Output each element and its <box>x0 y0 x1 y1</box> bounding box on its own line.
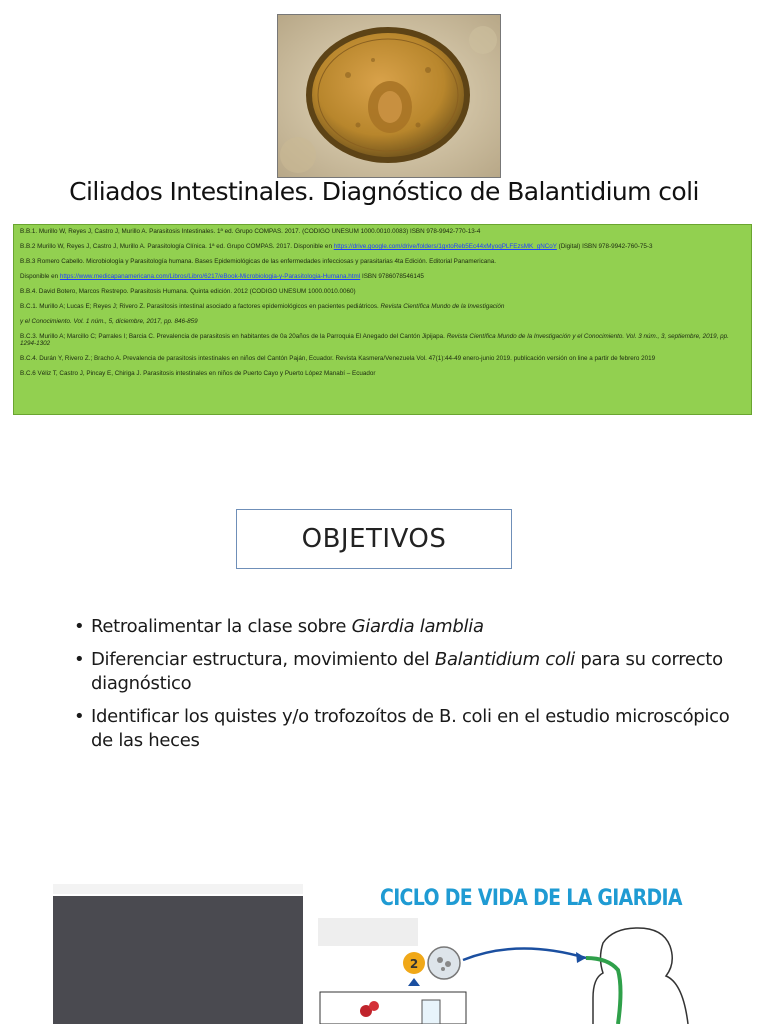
reference-item: B.B.2 Murillo W, Reyes J, Castro J, Murillo A. Parasitología Clínica. 1ª ed. Grupo COMPAS. 2017. Disponible en https://drive.google.com/drive/folders/1gxtoReb5Ec44xMyoqPLFEzsMK_gNCoY (Digital) ISBN 978-9942-760-75-3 <box>20 243 653 250</box>
bullet-icon: • <box>74 616 85 637</box>
video-frame[interactable] <box>53 896 303 1024</box>
giardia-cyst-icon <box>428 947 460 979</box>
references-box <box>13 224 752 415</box>
reference-item: B.B.1. Murillo W, Reyes J, Castro J, Murillo A. Parasitosis Intestinales. 1ª ed. Grupo COMPAS. 2017. (CODIGO UNESUM 1000.0010.0083) ISBN 978-9942-770-13-4 <box>20 228 481 235</box>
video-header-strip <box>53 884 303 894</box>
bullet-icon: • <box>74 706 85 727</box>
digestive-tract-icon <box>586 958 621 1024</box>
objective-item: • Identificar los quistes y/o trofozoítos de B. coli en el estudio microscópico de las heces <box>74 706 730 751</box>
cycle-title: CICLO DE VIDA DE LA GIARDIA <box>380 886 682 911</box>
transmission-arrow-icon <box>463 948 586 960</box>
food-water-box <box>320 992 466 1024</box>
objective-item: • Diferenciar estructura, movimiento del Balantidium coli para su correcto diagnóstico <box>74 649 723 694</box>
human-silhouette-icon <box>593 928 688 1024</box>
reference-item: B.C.4. Durán Y, Rivero Z.; Bracho A. Prevalencia de parasitosis intestinales en niños del Cantón Paján, Ecuador. Revista Kasmera/Venezuela Vol. 47(1):44-49 enero-junio 2019. publicación versión on line a partir de febrero 2019 <box>20 355 656 362</box>
objectives-heading-box <box>236 509 512 569</box>
triangle-marker-icon <box>408 978 420 986</box>
life-cycle-diagram <box>318 878 738 1024</box>
reference-link[interactable]: https://drive.google.com/drive/folders/1gxtoReb5Ec44xMyoqPLFEzsMK_gNCoY <box>333 243 557 250</box>
slide-title: Ciliados Intestinales. Diagnóstico de Balantidium coli <box>69 177 699 206</box>
life-cycle-illustration <box>318 878 738 1024</box>
reference-item: B.C.3. Murillo A; Marcillo C; Parrales I; Barcia C. Prevalencia de parasitosis en habitantes de 0a 20años de la Parroquia El Anegado del Cantón Jipijapa. Revista Científica Mundo de la Investigación y el Conocimiento. Vol. 3 núm., 3, septiembre, 2019, pp. 1294-1302 <box>20 333 729 347</box>
reference-item: Disponible en https://www.medicapanamericana.com/Libros/Libro/6217/eBook-Microbiologia-y-Parasitologia-Humana.html ISBN 9786078546145 <box>20 273 424 280</box>
objective-item: • Retroalimentar la clase sobre Giardia lamblia <box>74 616 484 637</box>
bullet-icon: • <box>74 649 85 670</box>
water-glass-icon <box>422 1000 440 1024</box>
objectives-heading: OBJETIVOS <box>301 524 447 554</box>
label-placeholder <box>318 918 418 946</box>
reference-item: y el Conocimiento. Vol. 1 núm., 5, diciembre, 2017, pp. 846-859 <box>20 318 198 325</box>
step-number: 2 <box>409 957 419 971</box>
slide-references <box>0 0 768 470</box>
reference-item: B.B.4. David Botero, Marcos Restrepo. Parasitosis Humana. Quinta edición. 2012 (CODIGO UNESUM 1000.0010.0060) <box>20 288 356 295</box>
reference-link[interactable]: https://www.medicapanamericana.com/Libros/Libro/6217/eBook-Microbiologia-y-Parasitologia-Humana.html <box>59 273 361 280</box>
micrograph-illustration <box>278 15 500 177</box>
slide-objectives <box>0 470 768 870</box>
reference-item: B.B.3 Romero Cabello. Microbiología y Parasitología humana. Bases Epidemiológicas de las enfermedades infecciosas y parasitarias 4ta Edición. Editorial Panamericana. <box>20 258 497 265</box>
reference-item: B.C.1. Murillo A; Lucas E; Reyes J; Rivero Z. Parasitosis intestinal asociado a factores epidemiológicos en pacientes pediátricos. Revista Científica Mundo de la Investigación <box>20 303 505 310</box>
reference-item: B.C.6 Véliz T, Castro J, Pincay E, Chiriga J. Parasitosis intestinales en niños de Puerto Cayo y Puerto López Manabí – Ecuador <box>20 370 376 377</box>
objectives-list <box>74 615 734 762</box>
balantidium-cyst-image <box>277 14 501 178</box>
slide-giardia-cycle <box>0 870 768 1024</box>
